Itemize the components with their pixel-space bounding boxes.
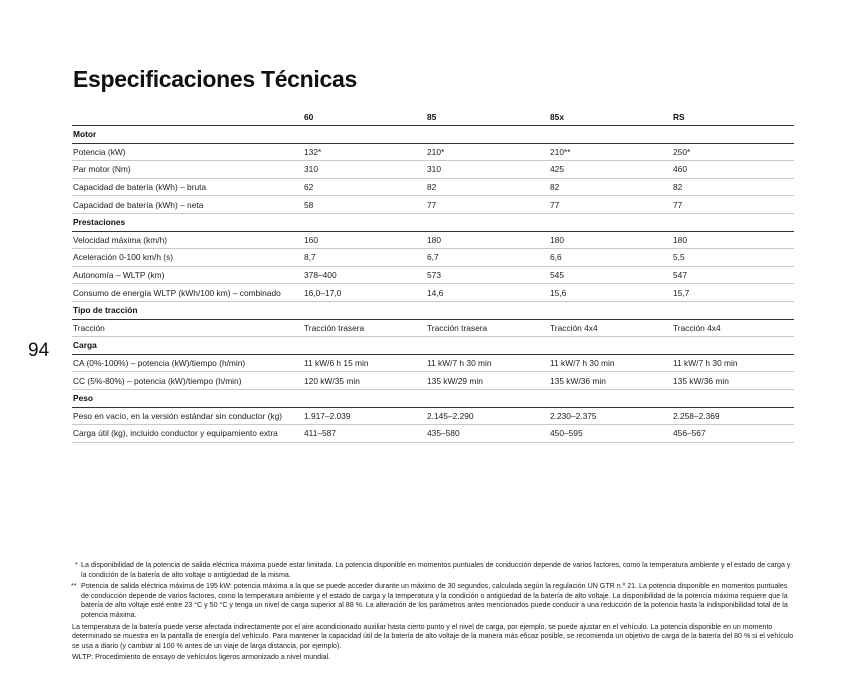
cell-60: 160 [303, 231, 426, 249]
cell-85x: Tracción 4x4 [549, 319, 672, 337]
cell-85x: 11 kW/7 h 30 min [549, 354, 672, 372]
cell-85: 573 [426, 266, 549, 284]
column-header-label [72, 108, 303, 126]
cell-60: 62 [303, 178, 426, 196]
page-title: Especificaciones Técnicas [73, 66, 357, 92]
cell-rs: Tracción 4x4 [672, 319, 794, 337]
cell-rs: 180 [672, 231, 794, 249]
section-title: Motor [72, 126, 794, 144]
cell-85: 435–580 [426, 425, 549, 443]
cell-60: 310 [303, 161, 426, 179]
row-label: Carga útil (kg), incluido conductor y equipamiento extra [72, 425, 303, 443]
cell-85: 77 [426, 196, 549, 214]
table-row [72, 143, 794, 161]
cell-rs: 135 kW/36 min [672, 372, 794, 390]
cell-rs: 2.258–2.369 [672, 407, 794, 425]
column-header-60: 60 [303, 108, 426, 126]
cell-85: 2.145–2.290 [426, 407, 549, 425]
section-row-motor [72, 126, 794, 144]
table-row [72, 319, 794, 337]
row-label: CA (0%-100%) – potencia (kW)/tiempo (h/min) [72, 354, 303, 372]
footnote-mark: ** [71, 582, 77, 591]
cell-85x: 15,6 [549, 284, 672, 302]
cell-85x: 2.230–2.375 [549, 407, 672, 425]
cell-60: 11 kW/6 h 15 min [303, 354, 426, 372]
footnote-mark: * [75, 561, 78, 569]
section-title: Tipo de tracción [72, 301, 794, 319]
footnote-text: Potencia de salida eléctrica máxima de 195 kW: potencia máxima a la que se puede acceder durante un máximo de 30 segundos, calculada según la regulación UN GTR n.º 21. La potencia disponible en momentos puntuales de conducción depende de varios factores, como la temperatura ambiente y el estado de carga y la temperatura y la condición o antigüedad de la batería de alto voltaje. La disponibilidad de la potencia máxima requiere que la batería de alto voltaje esté entre 23 °C y 50 °C y tenga un nivel de carga superior al 88 %. La alteración de los parámetros antes mencionados puede conducir a una reducción de la potencia hasta la indisponibilidad total de la potencia máxima. [81, 582, 788, 619]
table-row [72, 372, 794, 390]
cell-85x: 450–595 [549, 425, 672, 443]
cell-85x: 6,6 [549, 249, 672, 267]
cell-60: 411–587 [303, 425, 426, 443]
cell-85: 310 [426, 161, 549, 179]
cell-60: 16,0–17,0 [303, 284, 426, 302]
table-row [72, 178, 794, 196]
cell-60: 58 [303, 196, 426, 214]
cell-60: 1.917–2.039 [303, 407, 426, 425]
column-header-rs: RS [672, 108, 794, 126]
table-row [72, 354, 794, 372]
footnote-text: La temperatura de la batería puede verse afectada indirectamente por el aire acondicionado auxiliar hasta cierto punto y el nivel de carga, por ejemplo, se puede ajustar en el vehículo. La potencia disponible en un momento determinado se muestra en la pantalla de energía del vehículo. Para mantener la capacidad útil de la batería de alto voltaje de la manera más eficaz posible, se recomienda un objetivo de carga de la batería del 80 % si el vehículo se usa a diario (y cambiar al 100 % antes de un viaje de larga distancia, por ejemplo). [72, 622, 794, 650]
cell-60: 132* [303, 143, 426, 161]
row-label: Capacidad de batería (kWh) – bruta [72, 178, 303, 196]
cell-rs: 547 [672, 266, 794, 284]
table-row [72, 161, 794, 179]
row-label: Velocidad máxima (km/h) [72, 231, 303, 249]
cell-85: 180 [426, 231, 549, 249]
cell-85x: 210** [549, 143, 672, 161]
table-row [72, 266, 794, 284]
footnote [72, 623, 794, 652]
footnote-text: WLTP: Procedimiento de ensayo de vehículos ligeros armonizado a nivel mundial. [72, 653, 331, 662]
cell-85x: 77 [549, 196, 672, 214]
table-row [72, 425, 794, 443]
cell-rs: 250* [672, 143, 794, 161]
cell-85x: 545 [549, 266, 672, 284]
cell-rs: 5,5 [672, 249, 794, 267]
cell-rs: 77 [672, 196, 794, 214]
row-label: CC (5%-80%) – potencia (kW)/tiempo (h/min) [72, 372, 303, 390]
table-row [72, 249, 794, 267]
cell-60: 8,7 [303, 249, 426, 267]
cell-85: 82 [426, 178, 549, 196]
cell-rs: 456–567 [672, 425, 794, 443]
cell-rs: 11 kW/7 h 30 min [672, 354, 794, 372]
footnotes [72, 561, 794, 665]
cell-85x: 180 [549, 231, 672, 249]
section-title: Peso [72, 389, 794, 407]
footnote [72, 653, 794, 663]
section-row-peso [72, 389, 794, 407]
cell-85x: 135 kW/36 min [549, 372, 672, 390]
column-header-85: 85 [426, 108, 549, 126]
footnote [72, 582, 794, 620]
row-label: Potencia (kW) [72, 143, 303, 161]
table-header-row [72, 108, 794, 126]
column-header-85x: 85x [549, 108, 672, 126]
cell-60: 120 kW/35 min [303, 372, 426, 390]
cell-60: 378–400 [303, 266, 426, 284]
cell-60: Tracción trasera [303, 319, 426, 337]
row-label: Par motor (Nm) [72, 161, 303, 179]
cell-85x: 425 [549, 161, 672, 179]
cell-85: 11 kW/7 h 30 min [426, 354, 549, 372]
cell-85: 6,7 [426, 249, 549, 267]
section-row-tipo-de-traccion [72, 301, 794, 319]
table-row [72, 196, 794, 214]
cell-85: 14,6 [426, 284, 549, 302]
page-number: 94 [28, 340, 50, 361]
row-label: Tracción [72, 319, 303, 337]
section-row-prestaciones [72, 213, 794, 231]
table-row [72, 231, 794, 249]
row-label: Capacidad de batería (kWh) – neta [72, 196, 303, 214]
cell-85: 135 kW/29 min [426, 372, 549, 390]
row-label: Autonomía – WLTP (km) [72, 266, 303, 284]
cell-85x: 82 [549, 178, 672, 196]
cell-rs: 15,7 [672, 284, 794, 302]
cell-85: Tracción trasera [426, 319, 549, 337]
row-label: Aceleración 0-100 km/h (s) [72, 249, 303, 267]
row-label: Consumo de energía WLTP (kWh/100 km) – combinado [72, 284, 303, 302]
section-title: Prestaciones [72, 213, 794, 231]
cell-85: 210* [426, 143, 549, 161]
table-row [72, 407, 794, 425]
section-row-carga [72, 337, 794, 355]
cell-rs: 82 [672, 178, 794, 196]
cell-rs: 460 [672, 161, 794, 179]
footnote [72, 561, 794, 580]
row-label: Peso en vacío, en la versión estándar sin conductor (kg) [72, 407, 303, 425]
specifications-table [72, 108, 794, 443]
section-title: Carga [72, 337, 794, 355]
table-row [72, 284, 794, 302]
footnote-text: La disponibilidad de la potencia de salida eléctrica máxima puede estar limitada. La potencia disponible en momentos puntuales de conducción depende de varios factores, como la temperatura ambiente y el estado de carga y la condición de la batería de alto voltaje o antigüedad de la misma. [81, 561, 791, 579]
